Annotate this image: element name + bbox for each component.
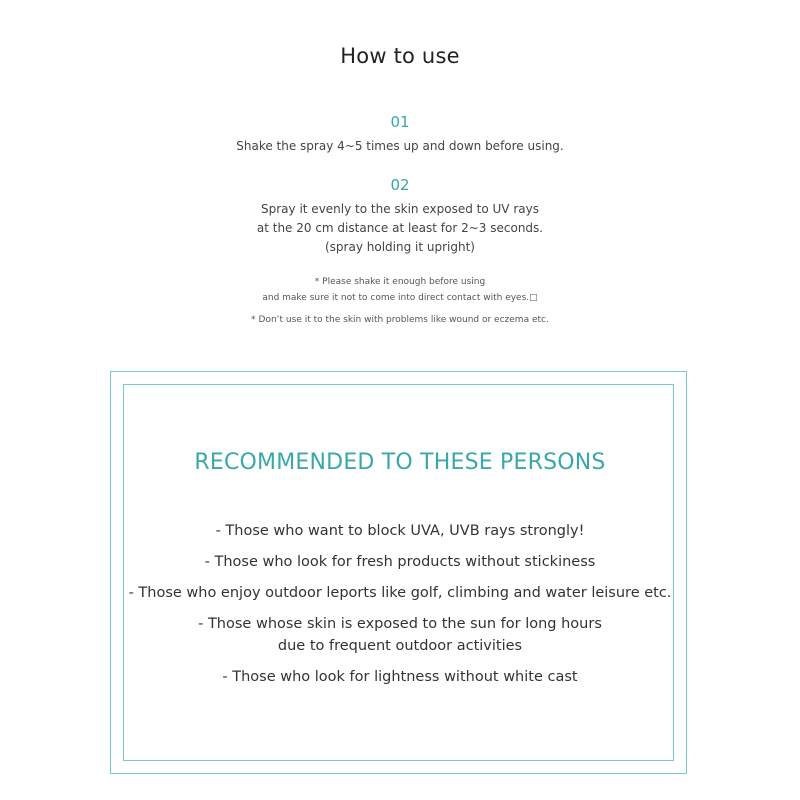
recommended-item: - Those who look for fresh products without stickiness [204,554,596,570]
note-line: * Please shake it enough before using [314,277,486,287]
note-line: * Don’t use it to the skin with problems like wound or eczema etc. [251,315,549,325]
usage-notes [0,274,800,328]
page-title: How to use [340,44,460,68]
recommended-item: - Those whose skin is exposed to the sun for long hours [198,616,602,632]
step-number: 01 [390,113,410,131]
recommended-item: - Those who want to block UVA, UVB rays strongly! [215,523,585,539]
note-line: and make sure it not to come into direct contact with eyes.□ [262,293,538,303]
recommended-item: - Those who enjoy outdoor leports like golf, climbing and water leisure etc. [128,585,672,601]
step-02 [0,176,800,257]
step-01 [0,113,800,156]
step-text-line: Shake the spray 4~5 times up and down before using. [236,139,564,153]
recommended-item: - Those who look for lightness without white cast [222,669,578,685]
recommended-item-continued: due to frequent outdoor activities [277,638,523,654]
recommended-title: RECOMMENDED TO THESE PERSONS [194,450,606,475]
step-text-line: Spray it evenly to the skin exposed to UV rays [261,202,539,216]
step-number: 02 [390,176,410,194]
step-text-line: (spray holding it upright) [325,240,475,254]
step-text-line: at the 20 cm distance at least for 2~3 seconds. [256,221,544,235]
recommended-list [110,520,690,697]
